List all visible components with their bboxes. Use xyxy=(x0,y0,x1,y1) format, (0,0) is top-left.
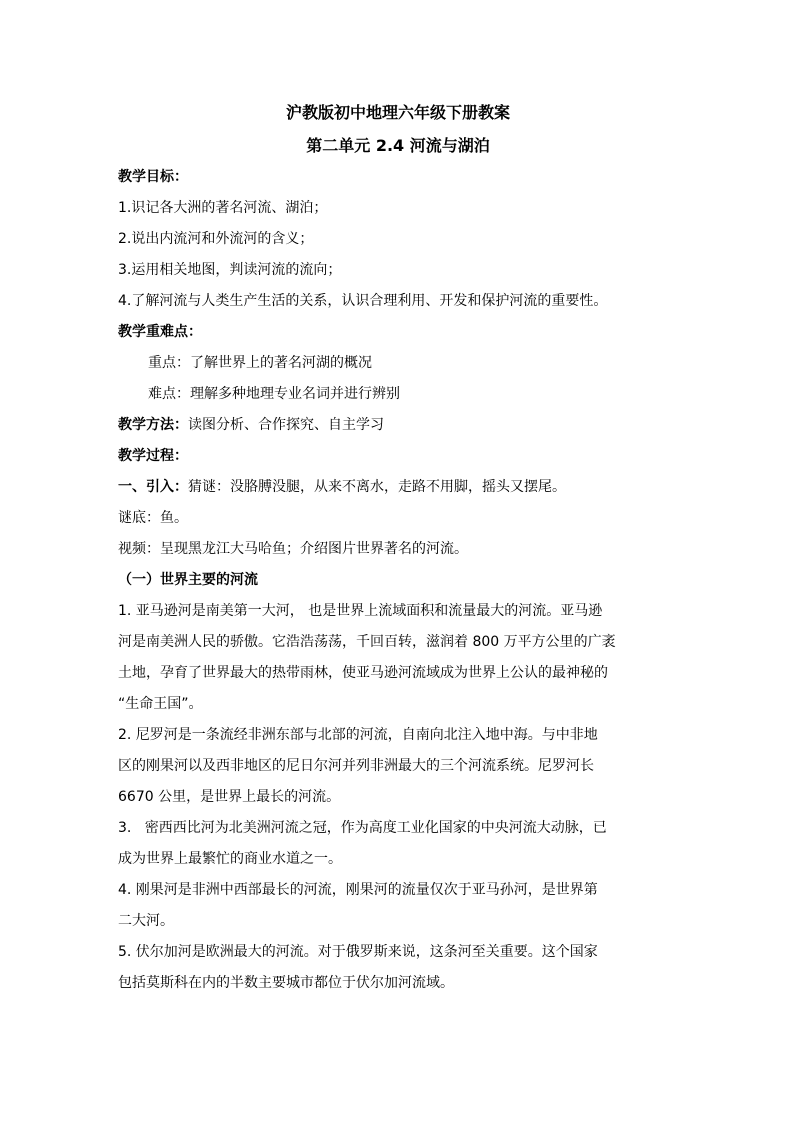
riddle-answer: 谜底：鱼。 xyxy=(118,510,188,526)
river-paragraph xyxy=(118,813,678,875)
goal-item: 2.说出内流河和外流河的含义； xyxy=(118,231,314,247)
river-paragraph xyxy=(118,596,678,720)
goal-item: 3.运用相关地图，判读河流的流向； xyxy=(118,262,342,278)
key-point: 重点：了解世界上的著名河湖的概况 xyxy=(148,355,372,371)
paragraph-line: 河是南美洲人民的骄傲。它浩浩荡荡，千回百转，滋润着 800 万平方公里的广袤 xyxy=(118,634,616,650)
intro-text: 猜谜：没胳膊没腿，从来不离水，走路不用脚，摇头又摆尾。 xyxy=(188,479,566,495)
goal-item: 1.识记各大洲的著名河流、湖泊； xyxy=(118,200,328,216)
paragraph-line: 包括莫斯科在内的半数主要城市都位于伏尔加河流域。 xyxy=(118,975,454,991)
paragraph-line: 二大河。 xyxy=(118,913,174,929)
paragraph-line: 土地，孕育了世界最大的热带雨林，使亚马逊河流域成为世界上公认的最神秘的 xyxy=(118,665,608,681)
video-note: 视频：呈现黑龙江大马哈鱼；介绍图片世界著名的河流。 xyxy=(118,541,468,557)
document-title: 沪教版初中地理六年级下册教案 xyxy=(285,103,510,122)
document-page xyxy=(118,96,678,999)
paragraph-line: 成为世界上最繁忙的商业水道之一。 xyxy=(118,851,342,867)
river-paragraph xyxy=(118,937,678,999)
paragraph-line: 2. 尼罗河是一条流经非洲东部与北部的河流，自南向北注入地中海。与中非地 xyxy=(118,727,598,743)
paragraph-line: 5. 伏尔加河是欧洲最大的河流。对于俄罗斯来说，这条河至关重要。这个国家 xyxy=(118,944,598,960)
paragraph-line: 1. 亚马逊河是南美第一大河， 也是世界上流域面积和流量最大的河流。亚马逊 xyxy=(118,603,603,619)
process-heading: 教学过程： xyxy=(118,448,188,464)
paragraph-line: 3. 密西西比河为北美洲河流之冠，作为高度工业化国家的中央河流大动脉，已 xyxy=(118,820,607,836)
river-paragraph xyxy=(118,875,678,937)
method-line xyxy=(118,410,678,441)
key-points-heading: 教学重难点： xyxy=(118,324,202,340)
method-text: 读图分析、合作探究、自主学习 xyxy=(188,417,384,433)
paragraph-line: “生命王国”。 xyxy=(118,696,203,712)
river-paragraph xyxy=(118,720,678,813)
goals-heading: 教学目标： xyxy=(118,169,188,185)
intro-line xyxy=(118,472,678,503)
document-subtitle: 第二单元 2.4 河流与湖泊 xyxy=(306,136,490,155)
difficult-point: 难点：理解多种地理专业名词并进行辨别 xyxy=(148,386,400,402)
method-label: 教学方法： xyxy=(118,417,188,433)
paragraph-line: 6670 公里，是世界上最长的河流。 xyxy=(118,789,341,805)
paragraph-line: 区的刚果河以及西非地区的尼日尔河并列非洲最大的三个河流系统。尼罗河长 xyxy=(118,758,594,774)
paragraph-line: 4. 刚果河是非洲中西部最长的河流，刚果河的流量仅次于亚马孙河，是世界第 xyxy=(118,882,598,898)
goal-item: 4.了解河流与人类生产生活的关系，认识合理利用、开发和保护河流的重要性。 xyxy=(118,293,608,309)
intro-label: 一、引入： xyxy=(118,479,188,495)
section-title: （一）世界主要的河流 xyxy=(118,572,258,588)
